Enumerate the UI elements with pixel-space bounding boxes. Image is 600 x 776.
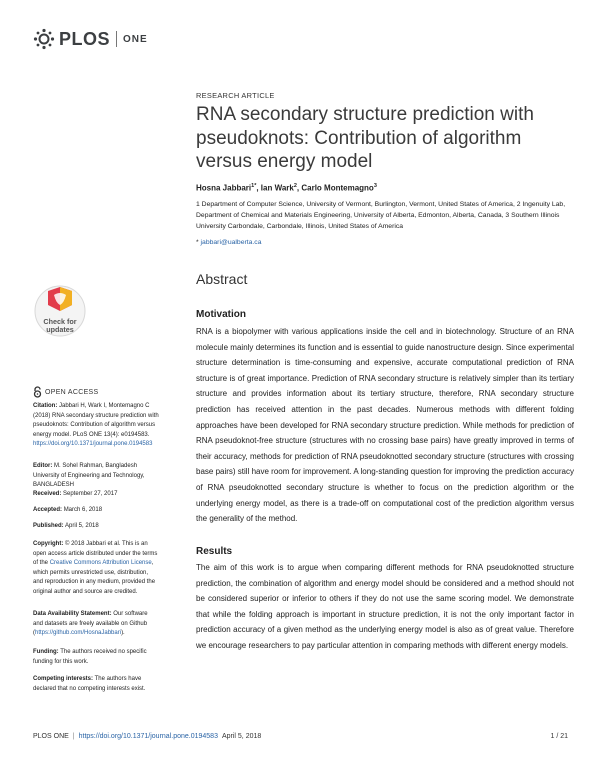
- logo-divider: [116, 31, 117, 47]
- article-type: RESEARCH ARTICLE: [196, 91, 275, 100]
- competing-interests-block: [33, 675, 159, 694]
- logo-subtext: ONE: [123, 33, 148, 45]
- author-link[interactable]: Ian Wark: [260, 183, 294, 193]
- copyright-text-cont: , which permits unrestricted use, distribution, and reproduction in any medium, provided the original author and source are credited.: [33, 560, 156, 595]
- results-heading: Results: [196, 546, 233, 557]
- published-block: [33, 522, 159, 532]
- published-date: April 5, 2018: [65, 523, 99, 529]
- author-link[interactable]: Hosna Jabbari: [196, 183, 252, 193]
- editor-text: M. Sohel Rahman, Bangladesh University of Engineering and Technology, BANGLADESH: [33, 463, 145, 489]
- open-access-badge: [33, 386, 98, 398]
- motivation-heading: Motivation: [196, 309, 246, 320]
- copyright-block: [33, 540, 159, 598]
- open-access-label: OPEN ACCESS: [45, 388, 99, 396]
- editor-block: [33, 462, 159, 491]
- github-link[interactable]: https://github.com/HosnaJabbari: [35, 630, 122, 637]
- author-affil-sup: 1: [251, 183, 255, 189]
- footer-date: April 5, 2018: [221, 733, 262, 740]
- funding-text: The authors received no specific funding for this work.: [33, 649, 147, 665]
- citation-label: Citation:: [33, 403, 58, 409]
- article-title: RNA secondary structure prediction with pseudoknots: Contribution of algorithm versus energy model: [196, 104, 534, 172]
- email-link[interactable]: jabbari@ualberta.ca: [200, 239, 262, 246]
- data-availability-block: [33, 610, 159, 639]
- footer-divider: |: [72, 733, 75, 740]
- check-for-updates-label[interactable]: Check for updates: [43, 317, 77, 334]
- citation-text: Jabbari H, Wark I, Montemagno C (2018) RNA secondary structure prediction with pseudoknots: Contribution of algorithm versus energy model. PLoS ONE 13(4): e0194583.: [33, 403, 159, 438]
- published-label: Published:: [33, 523, 64, 529]
- plos-logo-icon: [33, 28, 55, 50]
- copyright-label: Copyright:: [33, 541, 64, 547]
- received-block: [33, 490, 159, 500]
- asterisk-icon: *: [196, 239, 199, 246]
- author-affil-sup: 2: [293, 183, 297, 189]
- accepted-date: March 6, 2018: [63, 507, 103, 513]
- received-date: September 27, 2017: [63, 491, 118, 497]
- competing-interests-text: The authors have declared that no competing interests exist.: [33, 676, 146, 692]
- results-paragraph: The aim of this work is to argue when comparing different methods for RNA pseudoknotted structure prediction, the combination of algorithm and energy model should be considered and a method should not be considered superior or inferior to others if they do not use the same scoring model. We demonstrate that while the folding approach is important in structure prediction, it is not the only important factor in prediction accuracy of a given method as the underlying energy model is also as of great value. Therefore we encourage researchers to pay particular attention in comparing methods with different energy models.: [196, 563, 574, 650]
- open-access-lock-icon: [33, 386, 42, 398]
- citation-block: [33, 402, 159, 450]
- corresponding-email: [196, 239, 574, 246]
- received-label: Received:: [33, 491, 62, 497]
- copyright-text: © 2018 Jabbari et al. This is an open access article distributed under the terms of the: [33, 541, 158, 567]
- logo-text: PLOS: [59, 28, 111, 49]
- data-availability-text-end: ).: [121, 630, 125, 637]
- page-number: 1 / 21: [550, 733, 568, 740]
- license-link[interactable]: Creative Commons Attribution License: [49, 560, 152, 567]
- accepted-block: [33, 506, 159, 516]
- author-list: Hosna Jabbari$^{1*}$, Ian Wark$^2$, Carlo Montemagno$^3$: [196, 183, 377, 193]
- citation-doi-link[interactable]: https://doi.org/10.1371/journal.pone.0194583: [33, 441, 153, 448]
- corresponding-mark: *: [254, 183, 257, 189]
- funding-label: Funding:: [33, 649, 59, 655]
- data-availability-label: Data Availability Statement:: [33, 611, 112, 617]
- author-affil-sup: 3: [373, 183, 377, 189]
- abstract-heading: Abstract: [196, 271, 248, 287]
- page-footer: [33, 733, 261, 740]
- accepted-label: Accepted:: [33, 507, 63, 513]
- competing-interests-label: Competing interests:: [33, 676, 94, 682]
- motivation-paragraph: RNA is a biopolymer with various applications inside the cell and in biotechnology. Structure of an RNA molecule mainly determines its function and is essential to guide nanostructure design. Since experimental structure determination is time-consuming and expensive, accurate computational prediction of RNA structure is of great importance. Prediction of RNA secondary structure is relatively simpler than its tertiary structure and provides information about its tertiary structure, therefore, RNA secondary structure prediction has received attention in the past decades. Numerous methods with different folding approaches have been developed for RNA secondary structure prediction. While methods for prediction of RNA pseudoknot-free structure (structures with no crossing base pairs) have greatly improved in terms of their accuracy, methods for prediction of RNA pseudoknotted secondary structure (structures with crossing base pairs) still have room for improvement. A long-standing question for improving the prediction accuracy of RNA pseudoknotted secondary structure is whether to focus on the prediction algorithm or the underlying energy model, as there is a trade-off on computational cost of the prediction algorithm versus the generality of the method.: [196, 327, 574, 524]
- affiliations: 1 Department of Computer Science, University of Vermont, Burlington, Vermont, United States of America, 2 Ingenuity Lab, Department of Chemical and Materials Engineering, University of Alberta, Edmonton, Alberta, Canada, 3 Southern Illinois University Carbondale, Carbondale, Illinois, United States of America: [196, 201, 566, 230]
- author-link[interactable]: Carlo Montemagno: [301, 183, 374, 193]
- editor-label: Editor:: [33, 463, 53, 469]
- funding-block: [33, 648, 159, 667]
- data-availability-text: Our software and datasets are freely available on Github (: [33, 611, 148, 637]
- journal-logo: [33, 27, 148, 51]
- footer-doi-link[interactable]: https://doi.org/10.1371/journal.pone.0194583: [78, 733, 218, 740]
- footer-journal: PLOS ONE: [33, 733, 69, 740]
